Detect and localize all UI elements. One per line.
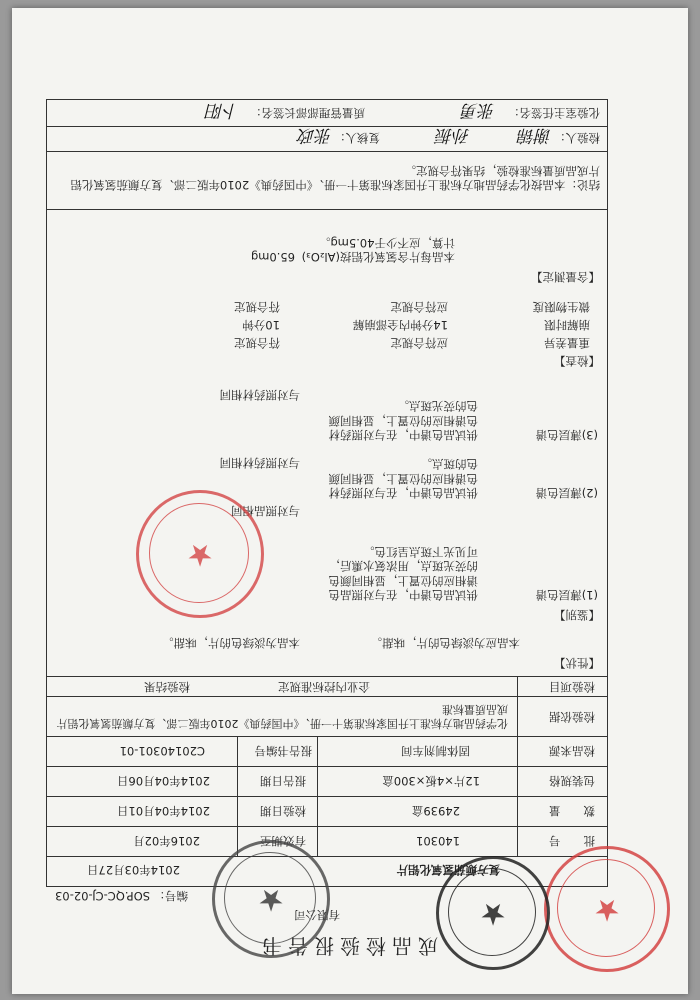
- qa-director-label: 质量管理部部长签名：: [250, 106, 365, 120]
- qty-value: 24939盒: [411, 804, 460, 818]
- col-result-header: 检验结果: [144, 680, 190, 694]
- assay-result: 65.0mg: [250, 250, 295, 264]
- tlc1-result: 与对照品相同: [231, 504, 300, 518]
- weight-item: 重量差异: [544, 336, 590, 350]
- reviewer-label: 复核人：: [334, 131, 380, 145]
- pack-value: 12片×4板×300盒: [382, 774, 480, 788]
- expiry-label: 有效期至: [260, 834, 306, 848]
- inspector-signature-2: 孙振: [436, 125, 470, 145]
- character-standard: 本品应为淡绿色的片，味甜。: [370, 636, 520, 650]
- weight-standard: 应符合规定: [390, 336, 448, 350]
- tlc3-item: (3)薄层色谱: [535, 428, 598, 442]
- report-date-label: 报告日期: [260, 774, 306, 788]
- tlc3-result: 与对照药材相同: [219, 388, 300, 402]
- report-no-value: C20140301-01: [119, 744, 205, 758]
- lab-director-signature: 张勇: [461, 100, 495, 120]
- section-assay: 【含量测定】: [531, 270, 600, 284]
- tlc1-standard: 供试品色谱中，在与对照品色谱相应的位置上，显相同颜色的荧光斑点，用浓氨水熏后，可见光下斑点呈红色。: [328, 544, 478, 602]
- pack-label: 包装规格: [549, 774, 595, 788]
- basis-value: 化学药品地方标准上升国家标准第十一册、《中国药典》2010年版二部、复方颠茄氢氧化铝片成品质量标准: [56, 703, 508, 730]
- section-character: 【性状】: [554, 656, 600, 670]
- col-item-header: 检验项目: [549, 680, 595, 694]
- report-date-value: 2014年04月06日: [116, 774, 210, 788]
- batch-value: 140301: [416, 834, 460, 848]
- tlc2-item: (2)薄层色谱: [535, 486, 598, 500]
- reviewer-signature: 张政: [298, 125, 332, 145]
- black-seal-corner: ★: [436, 856, 550, 970]
- lab-director-label: 化验室主任签名：: [508, 106, 600, 120]
- tlc2-standard: 供试品色谱中，在与对照药材色谱相应的位置上，显相同颜色的斑点。: [328, 457, 478, 500]
- weight-result: 符合规定: [234, 336, 280, 350]
- disint-result: 10分钟: [242, 318, 280, 332]
- source-label: 检品来源: [549, 744, 595, 758]
- basis-label: 检验依据: [549, 710, 595, 724]
- doc-no-label: 编号：: [153, 889, 188, 903]
- micro-item: 微生物限度: [532, 300, 590, 314]
- micro-standard: 应符合规定: [390, 300, 448, 314]
- black-seal-top: ★: [212, 840, 330, 958]
- assay-standard: 本品每片含氢氧化铝按(Al₂O₃)计算，应不少于40.5mg。: [301, 235, 455, 264]
- qty-label: 数 量: [549, 804, 595, 818]
- section-check: 【检查】: [554, 354, 600, 368]
- col-standard-header: 企业内控标准规定: [278, 680, 370, 694]
- disint-standard: 14分钟内全部崩解: [352, 318, 448, 332]
- character-result: 本品为淡绿色的片，味甜。: [162, 636, 300, 650]
- inspector-signature: 谢锦: [518, 125, 552, 145]
- batch-label: 批 号: [549, 834, 595, 848]
- product-name: 复方颠茄氢氧化铝片: [396, 863, 500, 877]
- doc-no: SOP.QC-CJ-02-03: [55, 889, 150, 903]
- tlc1-item: (1)薄层色谱: [535, 588, 598, 602]
- conclusion-text: 结论：本品按化学药品地方标准上升国家标准第十一册、《中国药典》2010年版二部、复方颠茄氢氧化铝片成品质量标准检验，结果符合规定。: [70, 163, 600, 192]
- check-date-label: 检验日期: [260, 804, 306, 818]
- company-name: 有限公司: [294, 908, 340, 922]
- tlc2-result: 与对照药材相同: [219, 456, 300, 470]
- micro-result: 符合规定: [234, 300, 280, 314]
- report-table: [46, 99, 608, 887]
- disint-item: 崩解时限: [544, 318, 590, 332]
- report-no-label: 报告书编号: [254, 744, 312, 758]
- tlc3-standard: 供试品色谱中，在与对照药材色谱相应的位置上，显相同颜色的荧光斑点。: [328, 399, 478, 442]
- report-title: 成品检验报告书: [256, 934, 438, 958]
- red-seal: ★: [136, 490, 264, 618]
- red-seal-corner: ★: [544, 846, 670, 972]
- check-date-value: 2014年04月01日: [116, 804, 210, 818]
- qa-director-signature: 卜阳: [206, 100, 240, 120]
- expiry-value: 2016年02月: [133, 834, 200, 848]
- inspector-label: 检验人：: [554, 131, 600, 145]
- product-date: 2014年03月27日: [86, 863, 180, 877]
- section-identify: 【鉴别】: [554, 608, 600, 622]
- source-value: 固体制剂车间: [401, 744, 470, 758]
